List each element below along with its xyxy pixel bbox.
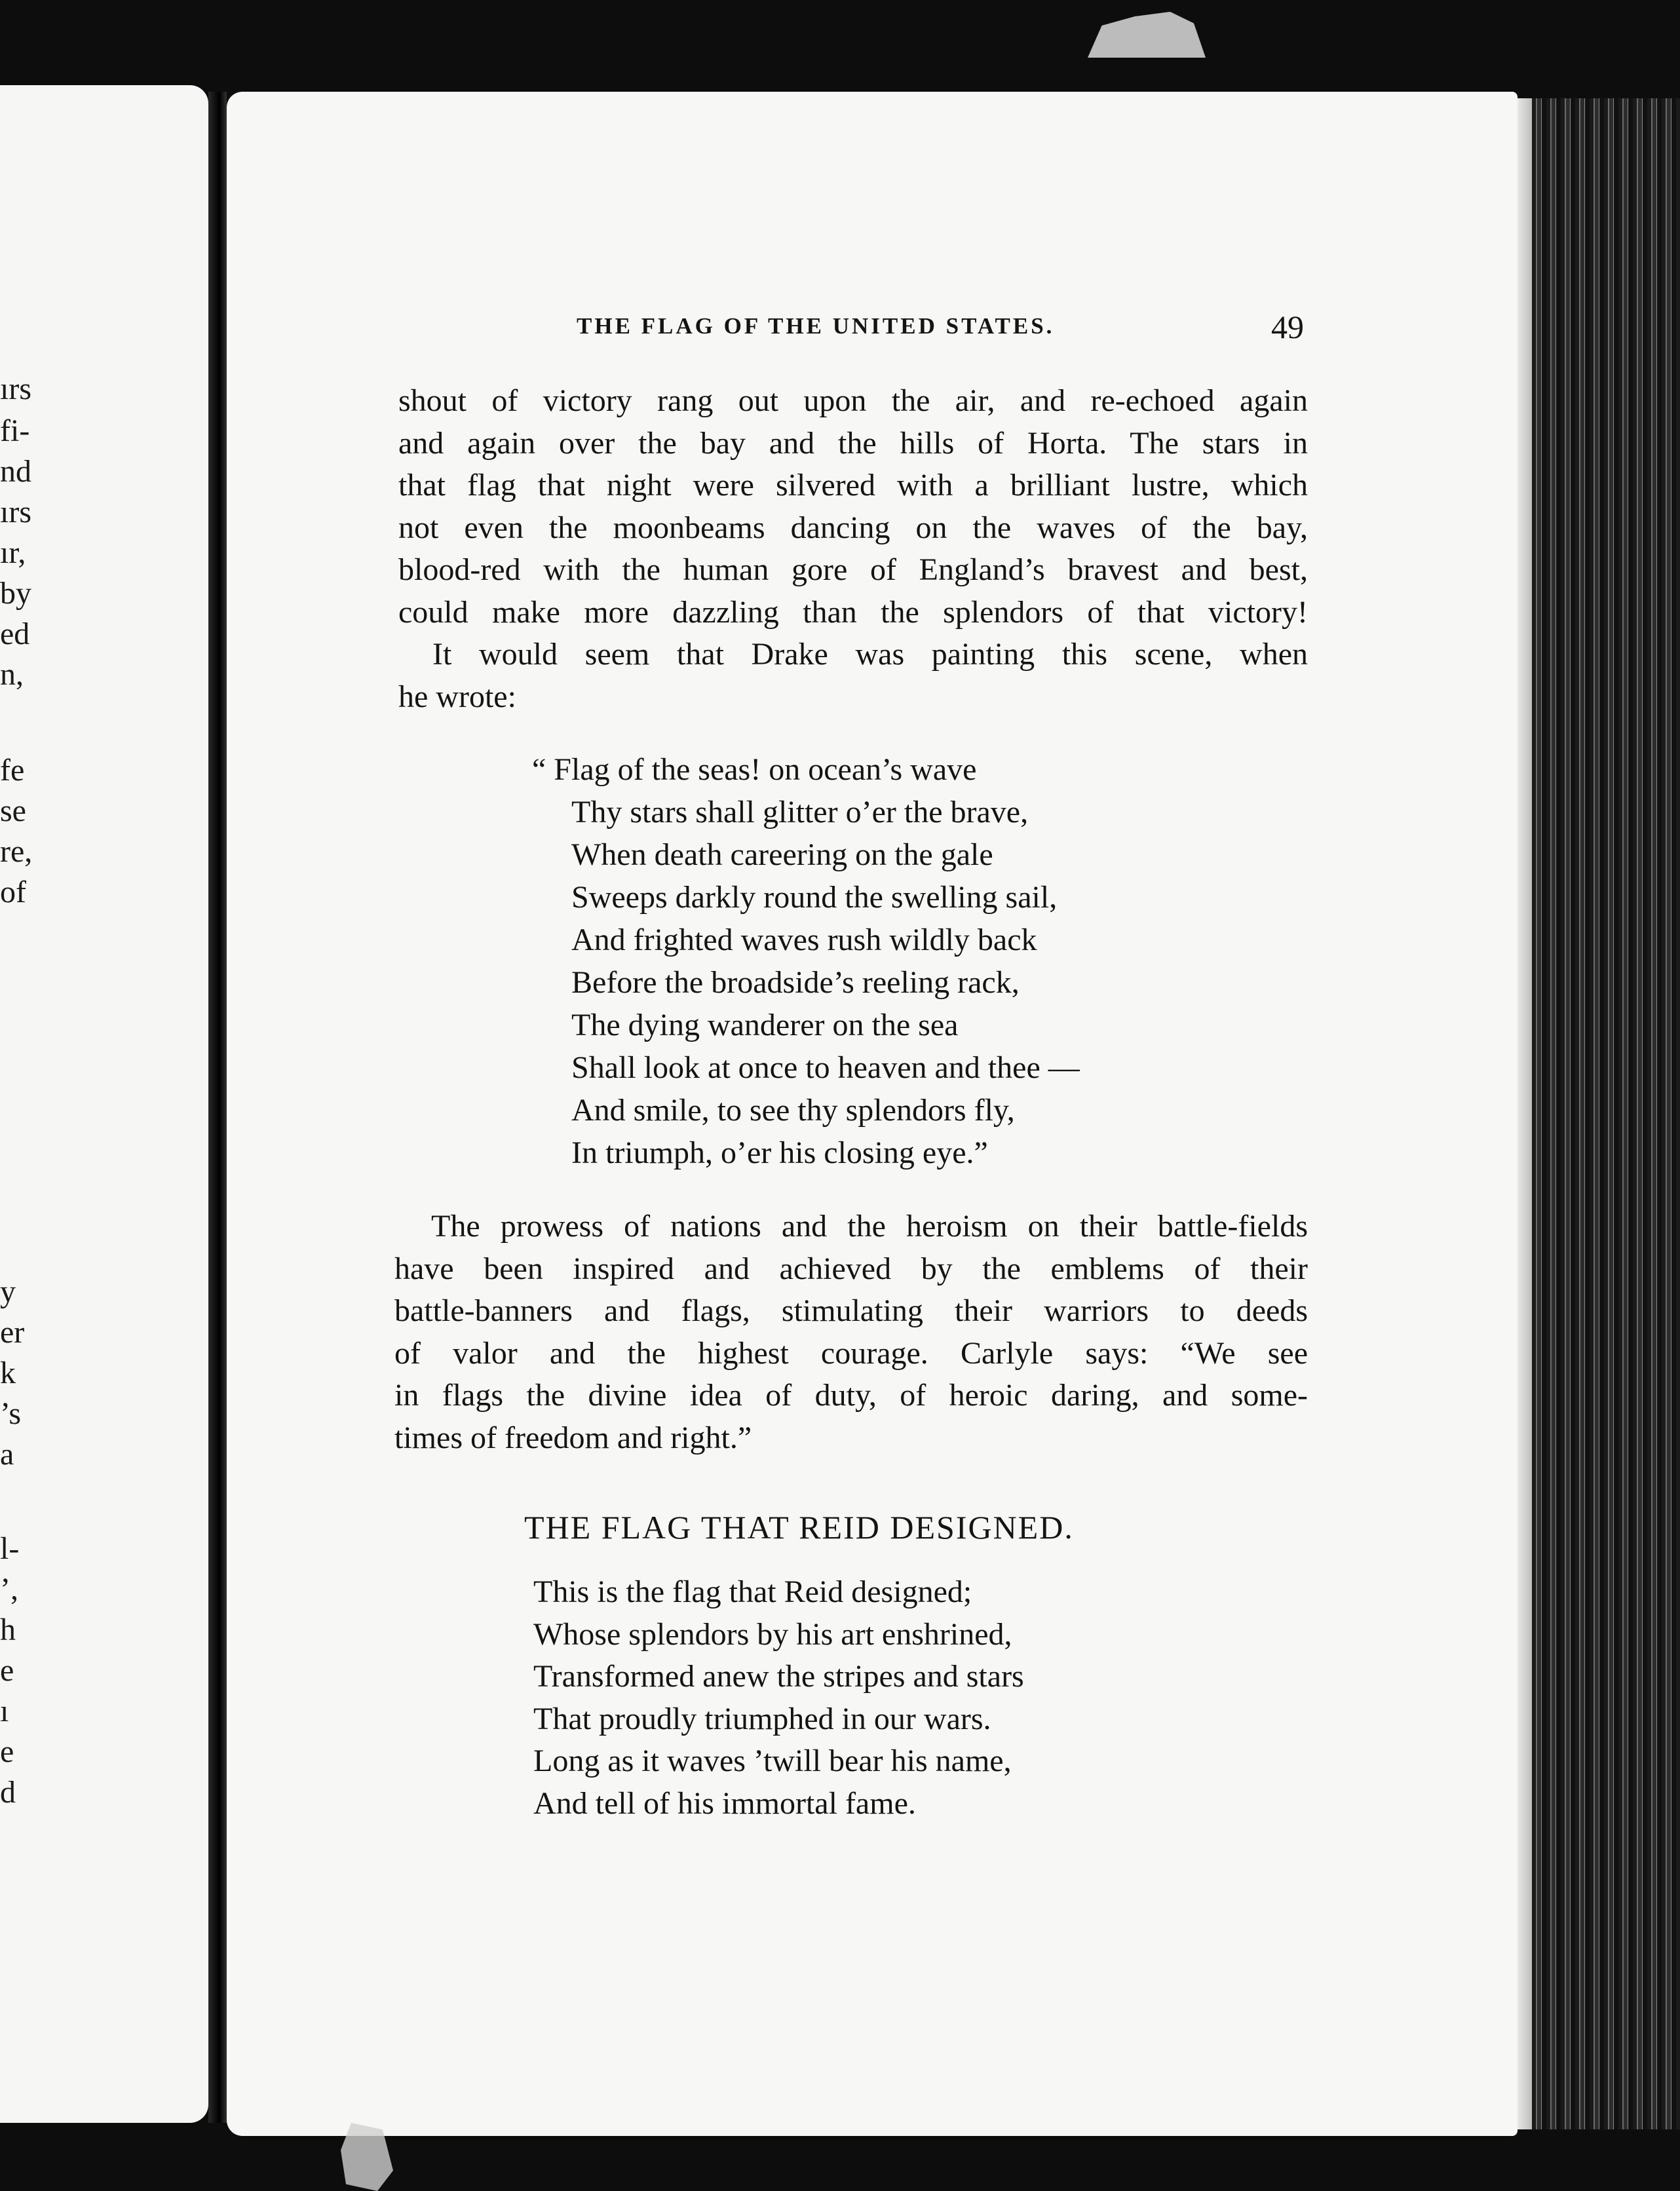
poem-line: That proudly triumphed in our wars. xyxy=(533,1701,991,1736)
poem-line: And tell of his immortal fame. xyxy=(533,1785,916,1821)
text-line: in flags the divine idea of duty, of heroic daring, and some- xyxy=(394,1378,1308,1413)
left-page-fragment: ed xyxy=(0,617,30,651)
text-line: It would seem that Drake was painting this scene, when xyxy=(432,637,1308,672)
text-line: battle-banners and flags, stimulating their warriors to deeds xyxy=(394,1293,1308,1328)
text-line: could make more dazzling than the splendors of that victory! xyxy=(398,594,1308,630)
text-line: have been inspired and achieved by the emblems of their xyxy=(394,1251,1308,1286)
paragraph-1 xyxy=(398,380,1308,634)
left-page-fragment: nd xyxy=(0,454,31,489)
text-line: shout of victory rang out upon the air, and re-echoed again xyxy=(398,383,1308,418)
left-page-fragment: se xyxy=(0,793,26,828)
poem-line: In triumph, o’er his closing eye.” xyxy=(571,1135,988,1170)
text-line: he wrote: xyxy=(398,679,516,714)
left-page-fragment: h xyxy=(0,1612,16,1647)
left-page-fragment: ’, xyxy=(0,1572,18,1607)
left-page-fragment: ırs xyxy=(0,495,31,529)
poem-line: The dying wanderer on the sea xyxy=(571,1008,959,1042)
poem-line: Long as it waves ’twill bear his name, xyxy=(533,1743,1012,1778)
left-page-fragment: re, xyxy=(0,834,33,869)
left-page-fragment: ırs xyxy=(0,372,31,406)
drake-poem xyxy=(532,748,1080,1174)
left-page-fragment: d xyxy=(0,1775,16,1810)
poem-line: And frighted waves rush wildly back xyxy=(571,923,1037,957)
poem-line: Whose splendors by his art enshrined, xyxy=(533,1616,1012,1652)
text-line: not even the moonbeams dancing on the waves of the bay, xyxy=(398,510,1308,545)
reid-poem xyxy=(533,1571,1024,1825)
left-page-fragment: k xyxy=(0,1356,16,1390)
poem-line: And smile, to see thy splendors fly, xyxy=(571,1093,1015,1128)
left-page-fragment: e xyxy=(0,1734,14,1769)
text-line: that flag that night were silvered with a brilliant lustre, which xyxy=(398,468,1308,503)
left-page-fragment: ı xyxy=(0,1694,9,1728)
poem-line: “ Flag of the seas! on ocean’s wave xyxy=(532,752,977,787)
left-page-fragment: y xyxy=(0,1274,16,1309)
text-line: times of freedom and right.” xyxy=(394,1420,752,1455)
left-page xyxy=(0,85,208,2123)
poem-line: Transformed anew the stripes and stars xyxy=(533,1659,1024,1694)
paper-scrap-top xyxy=(1088,12,1206,58)
left-page-fragment: n, xyxy=(0,657,24,692)
page-edges xyxy=(1518,98,1680,2129)
left-page-fragment: ’s xyxy=(0,1396,22,1431)
poem-line: This is the flag that Reid designed; xyxy=(533,1574,972,1609)
left-page-fragment: ır, xyxy=(0,535,26,570)
poem-line: Shall look at once to heaven and thee — xyxy=(571,1050,1080,1085)
poem-line: When death careering on the gale xyxy=(571,837,993,872)
section-heading: THE FLAG THAT REID DESIGNED. xyxy=(524,1509,1074,1546)
page-number: 49 xyxy=(1271,309,1304,345)
left-page-fragment: by xyxy=(0,576,31,611)
poem-line: Thy stars shall glitter o’er the brave, xyxy=(571,795,1029,829)
left-page-fragment: fe xyxy=(0,753,25,788)
text-line: blood-red with the human gore of England’s bravest and best, xyxy=(398,552,1308,587)
text-line: The prowess of nations and the heroism on their battle-fields xyxy=(431,1209,1308,1244)
left-page-fragment: er xyxy=(0,1315,25,1350)
left-page-fragment: a xyxy=(0,1437,14,1472)
poem-line: Before the broadside’s reeling rack, xyxy=(571,965,1020,1000)
left-page-fragment: fi- xyxy=(0,413,30,448)
poem-line: Sweeps darkly round the swelling sail, xyxy=(571,880,1058,915)
paragraph-3 xyxy=(394,1206,1308,1459)
text-line: of valor and the highest courage. Carlyle says: “We see xyxy=(394,1335,1308,1371)
text-line: and again over the bay and the hills of Horta. The stars in xyxy=(398,425,1308,461)
running-head: THE FLAG OF THE UNITED STATES. xyxy=(577,313,1055,339)
left-page-fragment: e xyxy=(0,1653,14,1688)
left-page-fragment: l- xyxy=(0,1531,20,1566)
book-gutter xyxy=(208,92,227,2123)
paragraph-2 xyxy=(398,634,1308,718)
left-page-fragment: of xyxy=(0,875,26,909)
